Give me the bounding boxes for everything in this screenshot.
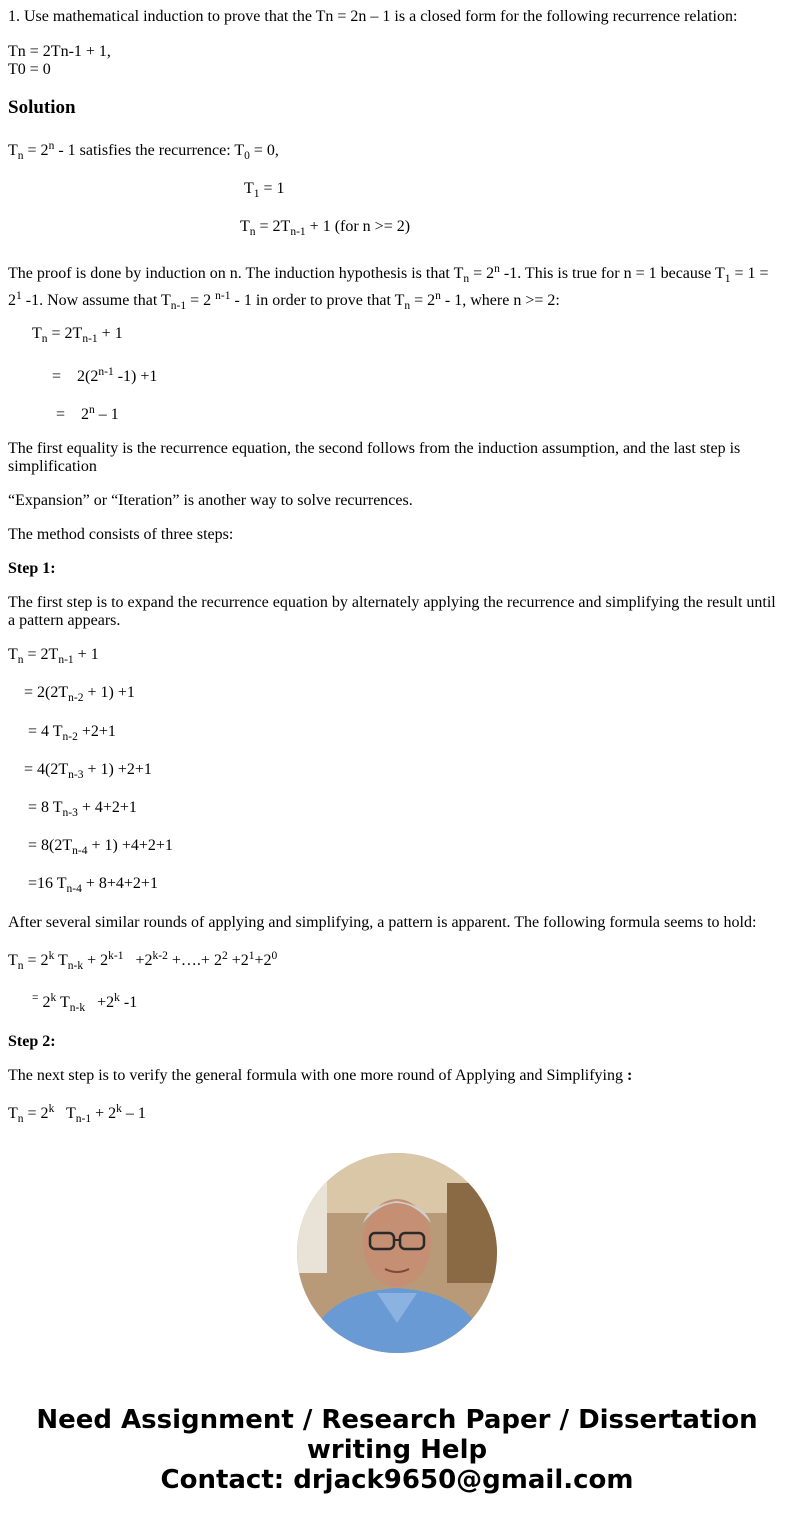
satisfies-line: $T_n = 2^n - 1$ satisfies the recurrence: $T_0 = 0$,: [8, 140, 279, 162]
promo-line-2: writing Help: [306, 1435, 488, 1465]
recurrence-line-1: Tn = 2Tn-1 + 1,: [8, 43, 111, 60]
method-text: The method consists of three steps:: [8, 526, 234, 543]
expansion-eq-1: $T_n = 2T_{n-1} + 1$: [8, 646, 99, 666]
recurrence-case-line: $T_n = 2T_{n-1} + 1$ (for n >= 2): [240, 218, 411, 238]
expansion-eq-7: =16 $T_{n-4} + 8+4+2+1$: [28, 875, 158, 895]
author-photo: [297, 1153, 497, 1353]
general-formula-2: = 2$^k$ $T_{n-k} +2^k$ -1: [32, 992, 138, 1014]
step-1-text: The first step is to expand the recurrence equation by alternately applying the recurrence and simplifying the result until a pattern appears.: [8, 594, 776, 629]
expansion-eq-3: = 4 $T_{n-2} +2+1$: [28, 723, 116, 743]
solution-heading: Solution: [8, 97, 76, 118]
verify-formula: $T_n = 2^k$ $T_{n-1} + 2^k - 1$: [8, 1103, 146, 1125]
question-text: 1. Use mathematical induction to prove that the Tn = 2n – 1 is a closed form for the following recurrence relation:: [8, 8, 738, 25]
promo-contact: Contact: drjack9650@gmail.com: [160, 1465, 634, 1495]
expansion-eq-5: = 8 $T_{n-3} + 4+2+1$: [28, 799, 137, 819]
general-formula-1: $T_n = 2^k$ $T_{n-k} + 2^{k-1} +2^{k-2}$ +….+ $2^2 +2^1+2^0$: [8, 950, 278, 972]
induction-paragraph: The proof is done by induction on n. The induction hypothesis is that $T_n = 2^n$ -1. This is true for n = 1 because $T_1 = 1 = 2^1$ -1. Now assume that $T_{n-1} = 2$ $^{n-1}$ - 1 in order to prove that $T_n = 2^n - 1$, where n >= 2:: [8, 263, 769, 312]
pattern-text: After several similar rounds of applying and simplifying, a pattern is apparent. The following formula seems to hold:: [8, 914, 757, 931]
recurrence-line-2: T0 = 0: [8, 61, 51, 78]
expansion-eq-2: = $2(2T_{n-2} + 1) +1$: [24, 684, 135, 704]
expansion-eq-4: = $4(2T_{n-3} + 1) +2+1$: [24, 761, 152, 781]
proof-step-2: = 2(2$^{n-1}$ -1) +1: [52, 366, 158, 385]
proof-step-1: $T_n = 2T_{n-1} + 1$: [32, 325, 123, 345]
proof-step-3: = 2$^n$ – 1: [56, 404, 119, 423]
expansion-text: “Expansion” or “Iteration” is another way to solve recurrences.: [8, 492, 413, 509]
step-2-heading: Step 2:: [8, 1033, 56, 1050]
expansion-eq-6: = $8(2T_{n-4} + 1) +4+2+1$: [28, 837, 173, 857]
step-1-heading: Step 1:: [8, 560, 56, 577]
result-note: The first equality is the recurrence equation, the second follows from the induction assumption, and the last step is simplification: [8, 440, 741, 475]
step-2-text: The next step is to verify the general formula with one more round of Applying and Simplifying :: [8, 1067, 633, 1084]
promo-line-1: Need Assignment / Research Paper / Dissertation: [36, 1405, 758, 1435]
author-avatar: [297, 1153, 497, 1353]
base-case-line: $T_1 = 1$: [244, 180, 285, 200]
induction-intro: The proof is done by induction on n. The induction hypothesis is that: [8, 265, 450, 282]
